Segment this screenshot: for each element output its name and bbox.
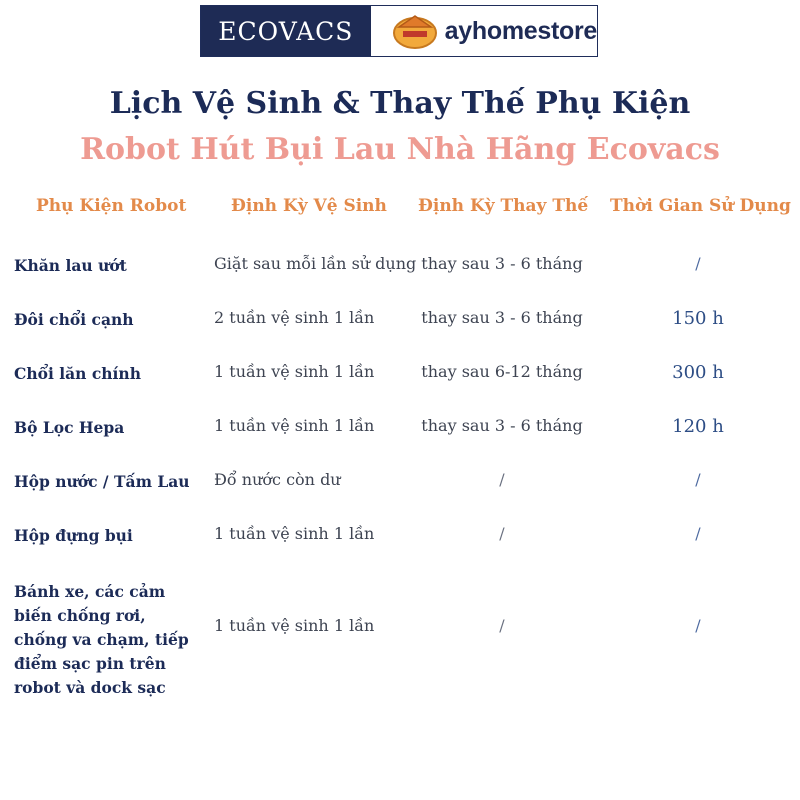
header-clean: Định Kỳ Vệ Sinh bbox=[231, 196, 387, 216]
replace-interval: / bbox=[499, 470, 505, 489]
part-name: Chổi lăn chính bbox=[14, 364, 141, 383]
replace-interval: thay sau 3 - 6 tháng bbox=[421, 308, 583, 327]
usage-time: / bbox=[695, 470, 701, 489]
replace-interval: thay sau 3 - 6 tháng bbox=[421, 254, 583, 273]
clean-interval: Giặt sau mỗi lần sử dụng bbox=[214, 254, 417, 273]
clean-interval: 2 tuần vệ sinh 1 lần bbox=[214, 308, 375, 327]
header-replace: Định Kỳ Thay Thế bbox=[418, 196, 589, 216]
replace-interval: thay sau 6-12 tháng bbox=[421, 362, 583, 381]
ecovacs-logo: ECOVACS bbox=[201, 6, 371, 56]
clean-interval: 1 tuần vệ sinh 1 lần bbox=[214, 416, 375, 435]
part-name: Khăn lau ướt bbox=[14, 256, 127, 275]
part-name: Đôi chổi cạnh bbox=[14, 310, 134, 329]
part-name: Hộp nước / Tấm Lau bbox=[14, 472, 190, 491]
clean-interval: 1 tuần vệ sinh 1 lần bbox=[214, 362, 375, 381]
usage-time: 300 h bbox=[672, 362, 724, 383]
clean-interval: Đổ nước còn dư bbox=[214, 470, 341, 489]
clean-interval: 1 tuần vệ sinh 1 lần bbox=[214, 524, 375, 543]
replace-interval: / bbox=[499, 616, 505, 635]
usage-time: / bbox=[695, 524, 701, 543]
page-subtitle: Robot Hút Bụi Lau Nhà Hãng Ecovacs bbox=[80, 132, 720, 167]
clean-interval: 1 tuần vệ sinh 1 lần bbox=[214, 616, 375, 635]
part-name: Hộp đựng bụi bbox=[14, 526, 133, 545]
header-part: Phụ Kiện Robot bbox=[36, 196, 187, 216]
usage-time: / bbox=[695, 616, 701, 635]
store-badge-icon bbox=[391, 11, 439, 51]
usage-time: / bbox=[695, 254, 701, 273]
usage-time: 150 h bbox=[672, 308, 724, 329]
part-name: Bộ Lọc Hepa bbox=[14, 418, 125, 437]
replace-interval: thay sau 3 - 6 tháng bbox=[421, 416, 583, 435]
store-logo bbox=[371, 6, 597, 56]
part-name: Bánh xe, các cảm biến chống rơi, chống va chạm, tiếp điểm sạc pin trên robot và dock sạc bbox=[14, 582, 189, 697]
logo-banner bbox=[200, 5, 598, 57]
header-usage: Thời Gian Sử Dụng bbox=[610, 196, 791, 216]
replace-interval: / bbox=[499, 524, 505, 543]
page-title: Lịch Vệ Sinh & Thay Thế Phụ Kiện bbox=[109, 86, 691, 121]
store-name: ayhomestore bbox=[444, 16, 597, 45]
usage-time: 120 h bbox=[672, 416, 724, 437]
